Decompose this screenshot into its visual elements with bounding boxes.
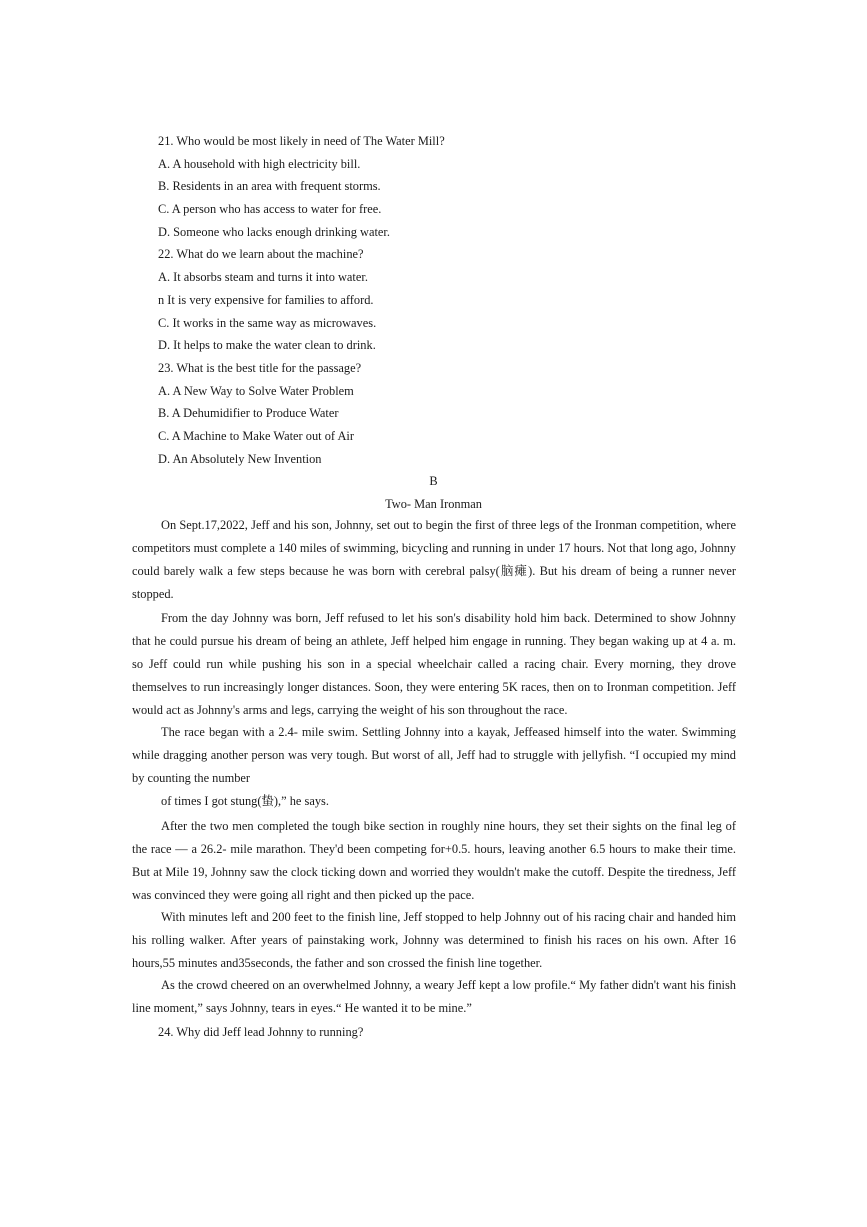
- paragraph-5: With minutes left and 200 feet to the finish line, Jeff stopped to help Johnny out of his racing chair and handed him his rolling walker. After years of painstaking work, Johnny was determined to finish his races on his own. After 16 hours,55 minutes and35seconds, the father and son crossed the finish line together.: [132, 910, 736, 970]
- section-letter: B: [429, 474, 438, 488]
- option: B. Residents in an area with frequent storms.: [158, 179, 381, 193]
- question-stem: 22. What do we learn about the machine?: [158, 247, 364, 261]
- option: C. It works in the same way as microwaves.: [158, 316, 377, 330]
- option: D. It helps to make the water clean to drink.: [158, 338, 376, 352]
- option: B. A Dehumidifier to Produce Water: [158, 406, 339, 420]
- option: A. A New Way to Solve Water Problem: [158, 384, 354, 398]
- paragraph-6: As the crowd cheered on an overwhelmed Johnny, a weary Jeff kept a low profile.“ My father didn't want his finish line moment,” says Johnny, tears in eyes.“ He wanted it to be mine.”: [132, 978, 736, 1015]
- option: C. A Machine to Make Water out of Air: [158, 429, 354, 443]
- option: A. It absorbs steam and turns it into water.: [158, 270, 368, 284]
- option: C. A person who has access to water for free.: [158, 202, 382, 216]
- option: A. A household with high electricity bill.: [158, 157, 361, 171]
- option: n It is very expensive for families to afford.: [158, 293, 374, 307]
- question-24: 24. Why did Jeff lead Johnny to running?: [158, 1025, 364, 1039]
- option: D. An Absolutely New Invention: [158, 452, 322, 466]
- question-stem: 23. What is the best title for the passage?: [158, 361, 362, 375]
- option: D. Someone who lacks enough drinking water.: [158, 225, 390, 239]
- paragraph-1: On Sept.17,2022, Jeff and his son, Johnny, set out to begin the first of three legs of the Ironman competition, where competitors must complete a 140 miles of swimming, bicycling and running in under 17 hours. Not that long ago, Johnny could barely walk a few steps because he was born with cerebral palsy(脑瘫). But his dream of being a runner never stopped.: [132, 518, 736, 601]
- paragraph-2: From the day Johnny was born, Jeff refused to let his son's disability hold him back. Determined to show Johnny that he could pursue his dream of being an athlete, Jeff helped him engage in running. They began waking up at 4 a. m. so Jeff could run while pushing his son in a special wheelchair called a racing chair. Every morning, they drove themselves to run increasingly longer distances. Soon, they were entering 5K races, then on to Ironman competition. Jeff would act as Johnny's arms and legs, carrying the weight of his son throughout the race.: [132, 611, 736, 717]
- paragraph-4: After the two men completed the tough bike section in roughly nine hours, they set their sights on the final leg of the race — a 26.2- mile marathon. They'd been competing for+0.5. hours, leaving another 6.5 hours to make their time. But at Mile 19, Johnny saw the clock ticking down and worried they wouldn't make the cutoff. Despite the tiredness, Jeff was convinced they were going all right and then picked up the pace.: [132, 819, 736, 902]
- paragraph-3: The race began with a 2.4- mile swim. Settling Johnny into a kayak, Jeffeased himself into the water. Swimming while dragging another person was very tough. But worst of all, Jeff had to struggle with jellyfish. “I occupied my mind by counting the number: [132, 725, 736, 785]
- question-stem: 21. Who would be most likely in need of The Water Mill?: [158, 134, 445, 148]
- paragraph-3-continued: of times I got stung(蛰),” he says.: [161, 794, 329, 808]
- passage-title: Two- Man Ironman: [385, 497, 482, 511]
